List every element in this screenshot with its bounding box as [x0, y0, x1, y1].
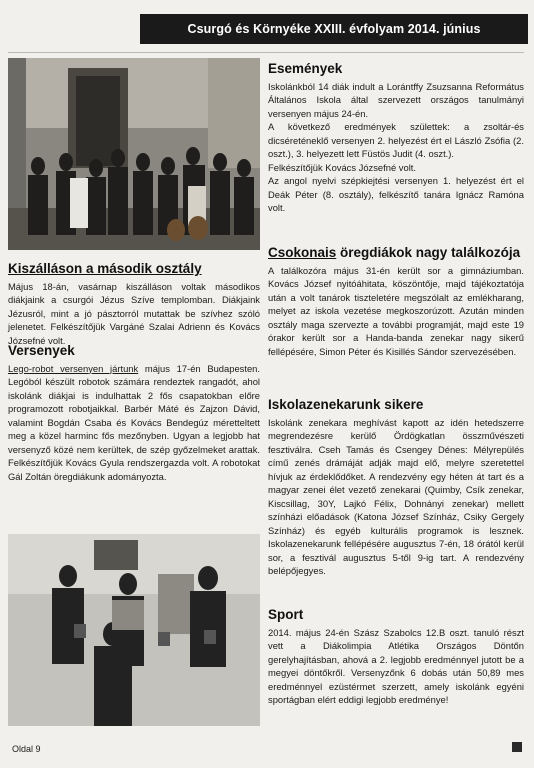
article-iskolazenekar — [268, 398, 524, 578]
versenyek-body — [8, 362, 260, 484]
issue-header — [140, 14, 528, 44]
versenyek-body-text: május 17-én Budapesten. Legóból készült robotok számára rendeztek rangadót, ahol iskolánk diákjai is indulhattak 2 fős csapatokban előre programozott robotjaikkal. Barbér Máté és Zajzon Dávid, valamint Bogdán Csaba és Kovács Bendegúz méretteltett meg a közel harminc fős mezőnyben. Ugyan a legjobb hat versenyző közé nem kerültek, de szép győzelmeket arattak. Felkészítőjük Kovács Gyula rendszergazda volt. A robotokat Gál Zoltán öregdiákunk adományozta. — [8, 362, 260, 482]
article-versenyek — [8, 344, 260, 483]
article-kiszallas — [8, 262, 260, 347]
footer-marker — [512, 742, 522, 752]
kiszallas-body: Május 18-án, vasárnap kiszálláson voltak másodikos diákjaink a csurgói Jézus Szíve templomban. Diákjaink Jézusról, mint a jó pásztorról mutattak be szívhez szóló jelenetet. Felkészítőjük Vargáné Szalai Adrienn és Kovács Józsefné volt. — [8, 280, 260, 346]
robot-team-photo — [8, 534, 260, 726]
article-sport — [268, 608, 524, 707]
article-esemenyek — [268, 62, 524, 215]
csokonais-heading — [268, 246, 524, 260]
esemenyek-heading: Események — [268, 61, 343, 76]
sport-heading: Sport — [268, 607, 304, 622]
sport-body: 2014. május 24-én Szász Szabolcs 12.B oszt. tanuló részt vett a Diákolimpia Atlétika Országos Döntőn gerelyhajításban, ahová a 2. legjobb eredménnyel jutott be a megyei döntőkről. Versenyzőnk 6 dobás után 50,89 mes eredménnyel ezüstérmet szerzett, amely iskolánk egyéni sportágban elért eddigi legjobb eredménye! — [268, 626, 524, 705]
iskolazenekar-body: Iskolánk zenekara meghívást kapott az idén hetedszerre megrendezésre kerülő Ördögkatlan összművészeti fesztiválra. Cseh Tamás és Csengey Dénes: Mélyrepülés című zenés drámáját adják majd elő, melyre szeretettel hívjuk az érdeklődőket. A rendezvény egy héten át tart és a magyar zenei élet vezető zenekarai (Quimby, Csík zenekar, Kiscsillag, 30Y, Lajkó Félix, Dohnányi zenekar) mellett színházi előadások (Katona József Színház, Csiky Gergely Színház) és egyéb kulturális programok is lesznek. Iskolazenekarunk fellépésére augusztus 7-én, 18 órától kerül sor, a fesztivál augusztus 5-től 9-ig tart. A rendezvény belépőjegyes. — [268, 416, 524, 576]
header-divider — [8, 52, 524, 53]
esemenyek-p3: Felkészítőjük Kovács Józsefné volt. — [268, 161, 416, 173]
iskolazenekar-heading: Iskolazenekarunk sikere — [268, 397, 424, 412]
esemenyek-p2: A következő eredmények születtek: a zsoltár-és dicséreténeklő versenyen 2. helyezést ért el László Zsófia (2. oszt.), 3. helyezett lett Füstös Judit (4. oszt.). — [268, 121, 524, 159]
article-csokonais — [268, 246, 524, 358]
csokonais-body: A találkozóra május 31-én került sor a gimnáziumban. Kovács József nyitóáhitata, köszöntője, majd tájékoztatója után a volt tanárok tiszteletére megszólalt az emlékharang, melyet az iskola vezetése megkoszorúzott. Azután minden osztály maga szervezte a további programját, majd este 19 órakor került sor a Handa-banda zenekar nagy sikerű fellépésére, Simon Péter és Kisillés Sándor szervezésében. — [268, 264, 524, 357]
issue-header-title: Csurgó és Környéke XXIII. évfolyam 2014. június — [187, 22, 481, 36]
group-photo-church — [8, 58, 260, 250]
csokonais-heading-link[interactable]: Csokonais — [268, 245, 337, 260]
lego-robot-link[interactable]: Lego-robot versenyen jártunk — [8, 362, 139, 374]
versenyek-heading: Versenyek — [8, 343, 75, 358]
kiszallas-heading: Kiszálláson a második osztály — [8, 261, 202, 276]
csokonais-heading-rest: öregdiákok nagy találkozója — [336, 245, 521, 260]
page-number: Oldal 9 — [12, 744, 41, 754]
esemenyek-p4: Az angol nyelvi szépkiejtési versenyen 1. helyezést ért el Deák Péter (8. osztály), felkészítő tanára Ignácz Ramóna volt. — [268, 175, 524, 213]
esemenyek-p1: Iskolánkból 14 diák indult a Lorántffy Zsuzsanna Református Általános Iskola által szervezett országos tanulmányi versenyen május 24-én. — [268, 80, 524, 119]
